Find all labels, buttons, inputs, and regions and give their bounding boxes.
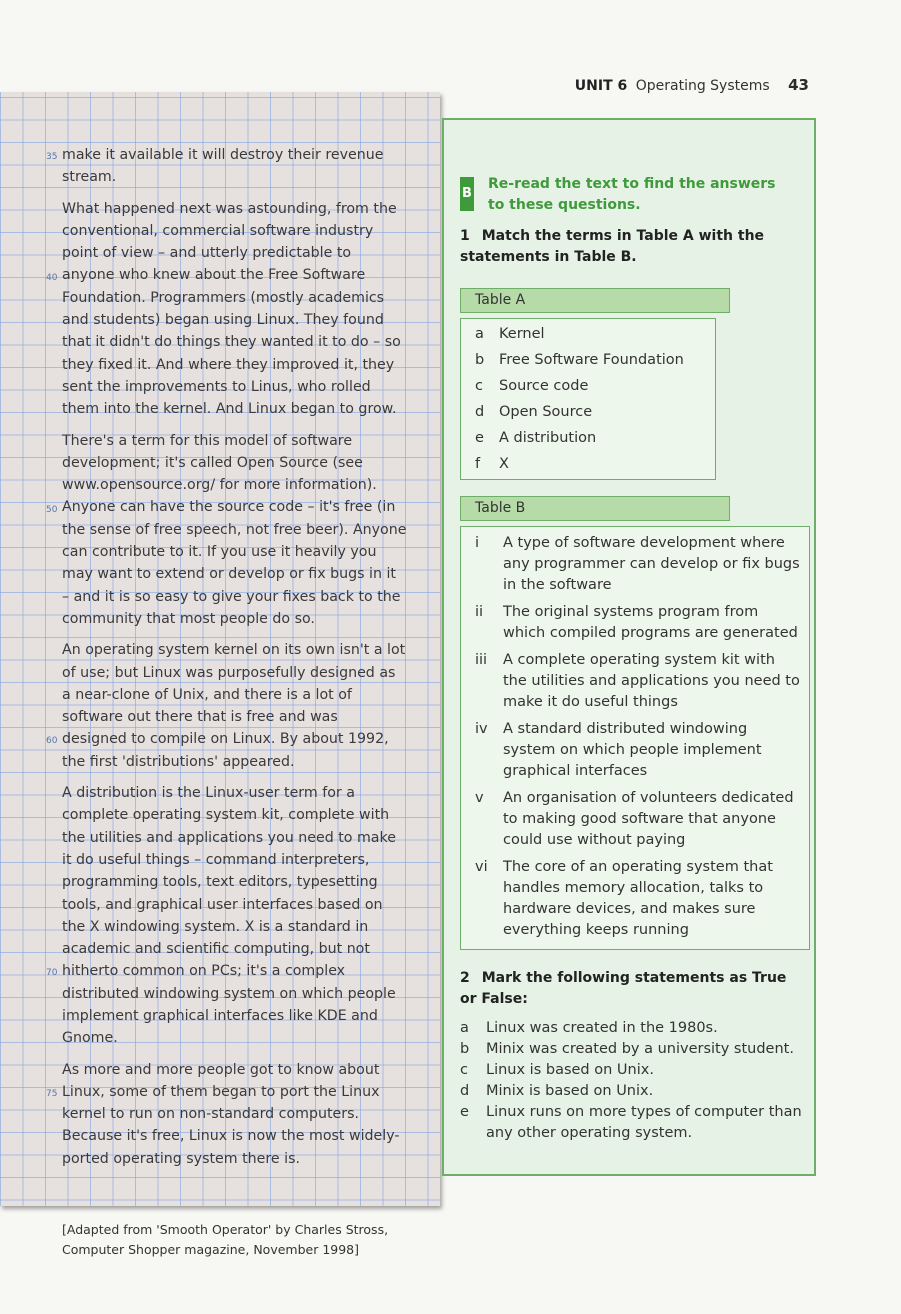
row-letter: d [475, 404, 485, 420]
paragraph-text: There's a term for this model of software development; it's called Open Source (see www.opensource.org/ for more information). Anyone can have the source code – it's free (in the sense of free speech, not free beer). Anyone can contribute to it. If you use it heavily you may want to extend or develop or fix bugs in it – and it is so easy to give your fixes back to the community that most people do so. [62, 432, 407, 627]
reading-paragraph [46, 782, 407, 1050]
table-b-row [461, 602, 809, 644]
table-b-row [461, 857, 809, 941]
reading-paragraph [46, 639, 407, 773]
reading-text [46, 144, 407, 1179]
row-text: Kernel [499, 326, 545, 342]
statement-text: Linux was created in the 1980s. [486, 1020, 718, 1036]
statement-letter: b [460, 1041, 470, 1057]
table-a [460, 318, 716, 480]
statement-text: Minix is based on Unix. [486, 1083, 654, 1099]
table-a-row [461, 425, 715, 451]
page-header [575, 76, 809, 94]
statement-item [460, 1081, 810, 1102]
exercise-box [442, 118, 816, 1176]
row-numeral: iii [475, 652, 488, 668]
statement-item [460, 1102, 810, 1144]
line-number: 70 [46, 968, 58, 979]
reading-paragraph [46, 144, 407, 189]
row-letter: b [475, 352, 485, 368]
source-citation: [Adapted from 'Smooth Operator' by Charles Stross, Computer Shopper magazine, November 1998] [62, 1222, 389, 1257]
row-text: Free Software Foundation [499, 352, 684, 368]
row-text: A type of software development where any programmer can develop or fix bugs in the software [503, 535, 800, 593]
table-a-row [461, 321, 715, 347]
table-b-row [461, 719, 809, 782]
statement-text: Linux is based on Unix. [486, 1062, 654, 1078]
table-a-row [461, 451, 715, 477]
paragraph-text: An operating system kernel on its own isn't a lot of use; but Linux was purposefully designed as a near-clone of Unix, and there is a lot of software out there that is free and was designed to compile on Linux. By about 1992, the first 'distributions' appeared. [62, 642, 406, 770]
paragraph-text: What happened next was astounding, from the conventional, commercial software industry point of view – and utterly predictable to anyone who knew about the Free Software Foundation. Programmers (mostly academics and students) began using Linux. They found that it didn't do things they wanted it to do – so they fixed it. And where they improved it, they sent the improvements to Linus, who rolled them into the kernel. And Linux began to grow. [62, 200, 401, 418]
table-a-header: Table A [460, 288, 730, 313]
table-a-row [461, 347, 715, 373]
row-text: Open Source [499, 404, 593, 420]
reading-panel [0, 92, 440, 1206]
question-text: Match the terms in Table A with the statements in Table B. [460, 228, 765, 265]
statement-letter: e [460, 1104, 469, 1120]
row-text: A complete operating system kit with the utilities and applications you need to make it do useful things [503, 652, 800, 710]
reading-paragraph [46, 198, 407, 421]
line-number: 60 [46, 736, 58, 747]
statement-item [460, 1039, 810, 1060]
line-number: 75 [46, 1088, 58, 1099]
table-b-row [461, 788, 809, 851]
row-text: An organisation of volunteers dedicated to making good software that anyone could use without paying [503, 790, 794, 848]
paragraph-text: As more and more people got to know about Linux, some of them began to port the Linux kernel to run on non-standard computers. Because it's free, Linux is now the most widely-ported operating system there is. [62, 1061, 400, 1167]
row-letter: a [475, 326, 484, 342]
row-text: The core of an operating system that handles memory allocation, talks to hardware devices, and makes sure everything keeps running [503, 859, 773, 938]
section-badge: B [460, 177, 474, 211]
question-1 [460, 226, 790, 268]
row-letter: f [475, 456, 481, 472]
line-number: 40 [46, 272, 58, 283]
line-number: 50 [46, 504, 58, 515]
question-text: Mark the following statements as True or False: [460, 970, 787, 1007]
row-letter: e [475, 430, 484, 446]
row-text: The original systems program from which compiled programs are generated [503, 604, 798, 641]
question-number: 1 [460, 228, 470, 244]
table-b-row [461, 650, 809, 713]
statement-letter: c [460, 1062, 468, 1078]
exercise-instruction: Re-read the text to find the answers to these questions. [488, 176, 776, 213]
row-text: Source code [499, 378, 589, 394]
row-numeral: vi [475, 859, 488, 875]
row-text: A distribution [499, 430, 597, 446]
row-numeral: v [475, 790, 484, 806]
row-numeral: iv [475, 721, 488, 737]
statement-text: Linux runs on more types of computer than any other operating system. [486, 1104, 802, 1141]
line-number: 35 [46, 152, 58, 162]
row-numeral: ii [475, 604, 484, 620]
row-text: A standard distributed windowing system on which people implement graphical interfaces [503, 721, 762, 779]
table-b-header: Table B [460, 496, 730, 521]
statement-item [460, 1060, 810, 1081]
true-false-list [460, 1018, 810, 1144]
row-text: X [499, 456, 509, 472]
table-b-row [461, 533, 809, 596]
statement-text: Minix was created by a university student. [486, 1041, 794, 1057]
paragraph-text: make it available it will destroy their revenue stream. [62, 147, 384, 186]
paragraph-text: A distribution is the Linux-user term for a complete operating system kit, complete with the utilities and applications you need to make it do useful things – command interpreters, programming tools, text editors, typesetting tools, and graphical user interfaces based on the X windowing system. X is a standard in academic and scientific computing, but not hitherto common on PCs; it's a complex distributed windowing system on which people implement graphical interfaces like KDE and Gnome. [62, 785, 396, 1047]
table-b [460, 526, 810, 950]
question-number: 2 [460, 970, 470, 986]
table-a-row [461, 373, 715, 399]
unit-label: UNIT 6 [574, 78, 628, 94]
question-2 [460, 968, 800, 1010]
row-numeral: i [475, 535, 480, 551]
statement-item [460, 1018, 810, 1039]
section-title: Operating Systems [635, 78, 770, 94]
statement-letter: d [460, 1083, 470, 1099]
reading-paragraph [46, 430, 407, 631]
row-letter: c [475, 378, 483, 394]
table-a-row [461, 399, 715, 425]
statement-letter: a [460, 1020, 469, 1036]
page-number: 43 [788, 76, 809, 94]
reading-paragraph [46, 1059, 407, 1170]
